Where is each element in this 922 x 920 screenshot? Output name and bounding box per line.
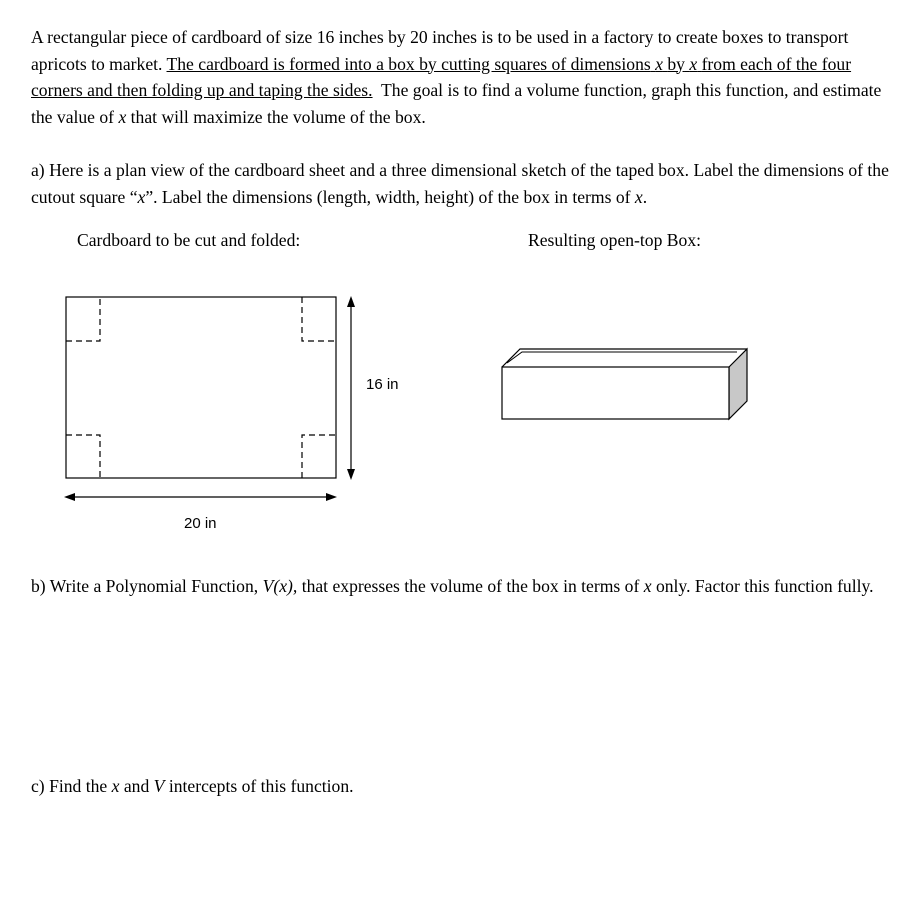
cutout-square-bottom-left xyxy=(66,435,100,478)
intro-underlined-text-a: The cardboard is formed into a box by cutting squares of dimensions xyxy=(166,53,651,74)
cutout-square-bottom-right xyxy=(302,435,336,478)
part-c-and: and xyxy=(123,776,150,796)
part-b-var-x: x xyxy=(643,576,652,596)
part-b-function: V(x), xyxy=(262,576,298,596)
box-inner-rim xyxy=(507,352,737,363)
cutout-square-top-right xyxy=(302,297,336,341)
part-b-text-3: only. Factor this function fully. xyxy=(655,576,874,596)
part-b-text-2: that expresses the volume of the box in terms of xyxy=(301,576,640,596)
box-side-face xyxy=(729,349,747,419)
cardboard-rectangle xyxy=(66,297,336,478)
intro-text-1: A rectangular piece of cardboard of size 16 inches by 20 inches is to be used in a factory to create boxes to transport apricots to market. xyxy=(31,27,849,74)
cardboard-caption: Cardboard to be cut and folded: xyxy=(77,230,301,250)
intro-text-2: The goal is to find a volume function, graph this function, and estimate the value of xyxy=(31,80,882,127)
cutout-square-top-left xyxy=(66,297,100,341)
intro-var-x3: x xyxy=(118,106,127,127)
intro-var-x1: x xyxy=(655,53,663,74)
height-arrow xyxy=(347,296,355,480)
part-a-var-x: x xyxy=(137,186,146,207)
part-c-paragraph xyxy=(31,773,901,800)
intro-by: by xyxy=(667,53,685,74)
width-label: 20 in xyxy=(184,515,217,532)
box-caption: Resulting open-top Box: xyxy=(528,230,701,250)
part-a-text-3: . xyxy=(642,186,648,207)
intro-text-3: that will maximize the volume of the box. xyxy=(130,106,426,127)
part-a-text-2: ”. Label the dimensions (length, width, height) of the box in terms of xyxy=(145,186,631,207)
part-b-paragraph xyxy=(31,573,901,600)
part-a-var-x2: x xyxy=(634,186,643,207)
part-c-var-x: x xyxy=(111,776,120,796)
open-top-box xyxy=(502,349,747,419)
part-c-var-v: V xyxy=(153,776,165,796)
box-front-face xyxy=(502,367,729,419)
part-c-text-1: c) Find the xyxy=(31,776,108,796)
part-b-text-1: b) Write a Polynomial Function, xyxy=(31,576,259,596)
width-arrow xyxy=(64,493,337,501)
height-label: 16 in xyxy=(366,376,399,393)
part-a-text-1: a) Here is a plan view of the cardboard sheet and a three dimensional sketch of the taped box. Label the dimensions of the cutout square “ xyxy=(31,160,889,207)
intro-underlined-text-b: from each of the four corners and then folding up and taping the sides. xyxy=(31,53,852,100)
intro-var-x2: x xyxy=(689,53,698,74)
part-c-text-2: intercepts of this function. xyxy=(168,776,354,796)
